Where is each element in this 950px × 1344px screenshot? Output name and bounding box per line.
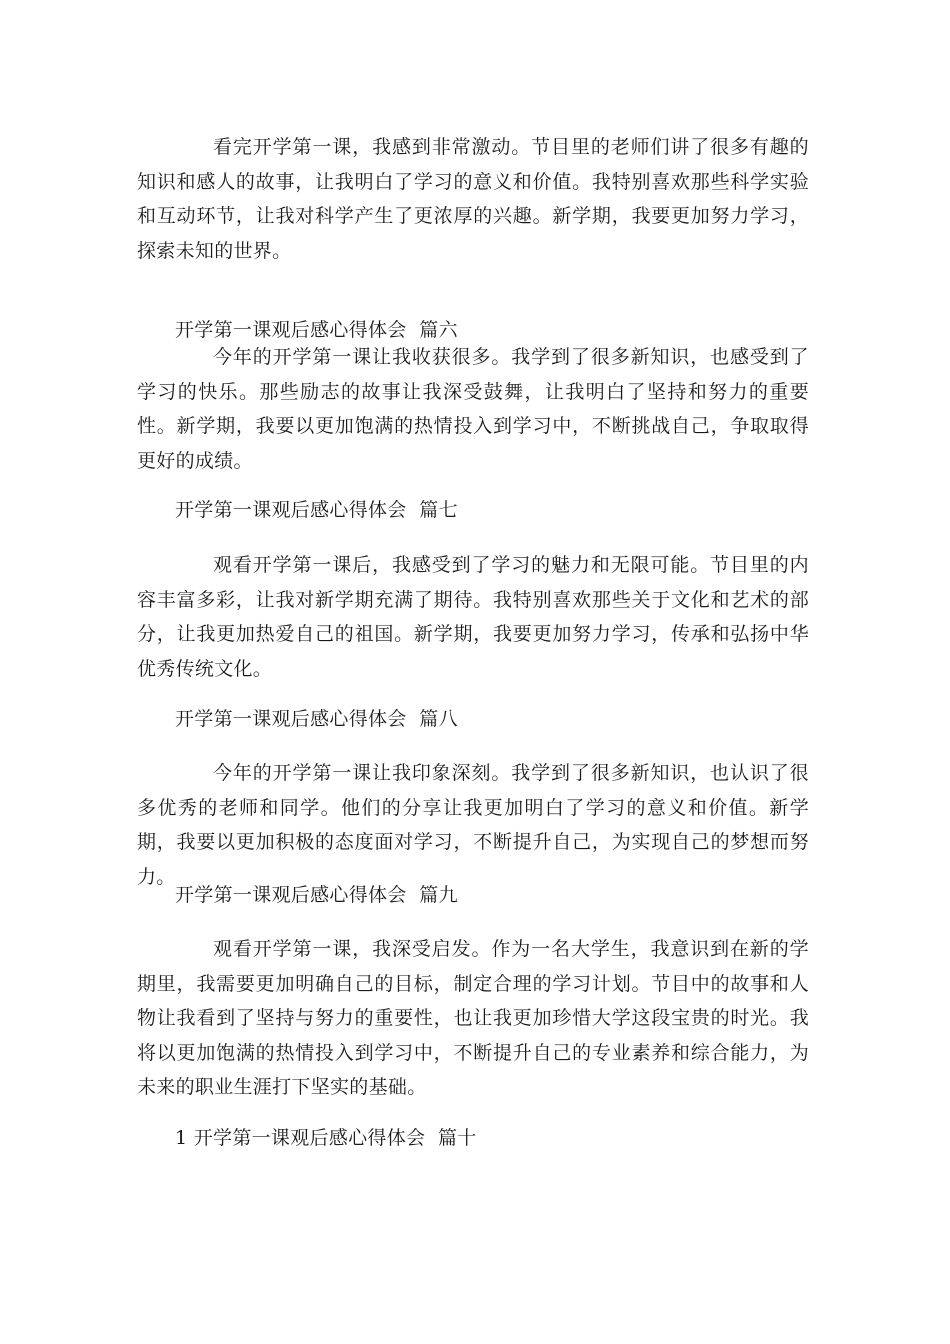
paragraph-3: 观看开学第一课后，我感受到了学习的魅力和无限可能。节目里的内容丰富多彩，让我对新学期充满了期待。我特别喜欢那些关于文化和艺术的部分，让我更加热爱自己的祖国。新学期，我要更加努力学习，传承和弘扬中华优秀传统文化。	[137, 554, 809, 680]
section-heading-7: 开学第一课观后感心得体会 篇七	[175, 499, 458, 521]
section-heading-8: 开学第一课观后感心得体会 篇八	[175, 708, 458, 730]
paragraph-2: 今年的开学第一课让我收获很多。我学到了很多新知识，也感受到了学习的快乐。那些励志的故事让我深受鼓舞，让我明白了坚持和努力的重要性。新学期，我要以更加饱满的热情投入到学习中，不断挑战自己，争取取得更好的成绩。	[137, 346, 809, 472]
section-heading-6: 开学第一课观后感心得体会 篇六	[175, 319, 458, 341]
section-heading-9: 开学第一课观后感心得体会 篇九	[175, 884, 458, 906]
section-heading-10: 1 开学第一课观后感心得体会 篇十	[175, 1127, 477, 1149]
paragraph-1: 看完开学第一课，我感到非常激动。节目里的老师们讲了很多有趣的知识和感人的故事，让我明白了学习的意义和价值。我特别喜欢那些科学实验和互动环节，让我对科学产生了更浓厚的兴趣。新学期，我要更加努力学习，探索未知的世界。	[137, 136, 809, 262]
paragraph-4: 今年的开学第一课让我印象深刻。我学到了很多新知识，也认识了很多优秀的老师和同学。他们的分享让我更加明白了学习的意义和价值。新学期，我要以更加积极的态度面对学习，不断提升自己，为实现自己的梦想而努力。	[137, 762, 809, 888]
paragraph-5: 观看开学第一课，我深受启发。作为一名大学生，我意识到在新的学期里，我需要更加明确自己的目标，制定合理的学习计划。节目中的故事和人物让我看到了坚持与努力的重要性，也让我更加珍惜大学这段宝贵的时光。我将以更加饱满的热情投入到学习中，不断提升自己的专业素养和综合能力，为未来的职业生涯打下坚实的基础。	[137, 938, 809, 1098]
